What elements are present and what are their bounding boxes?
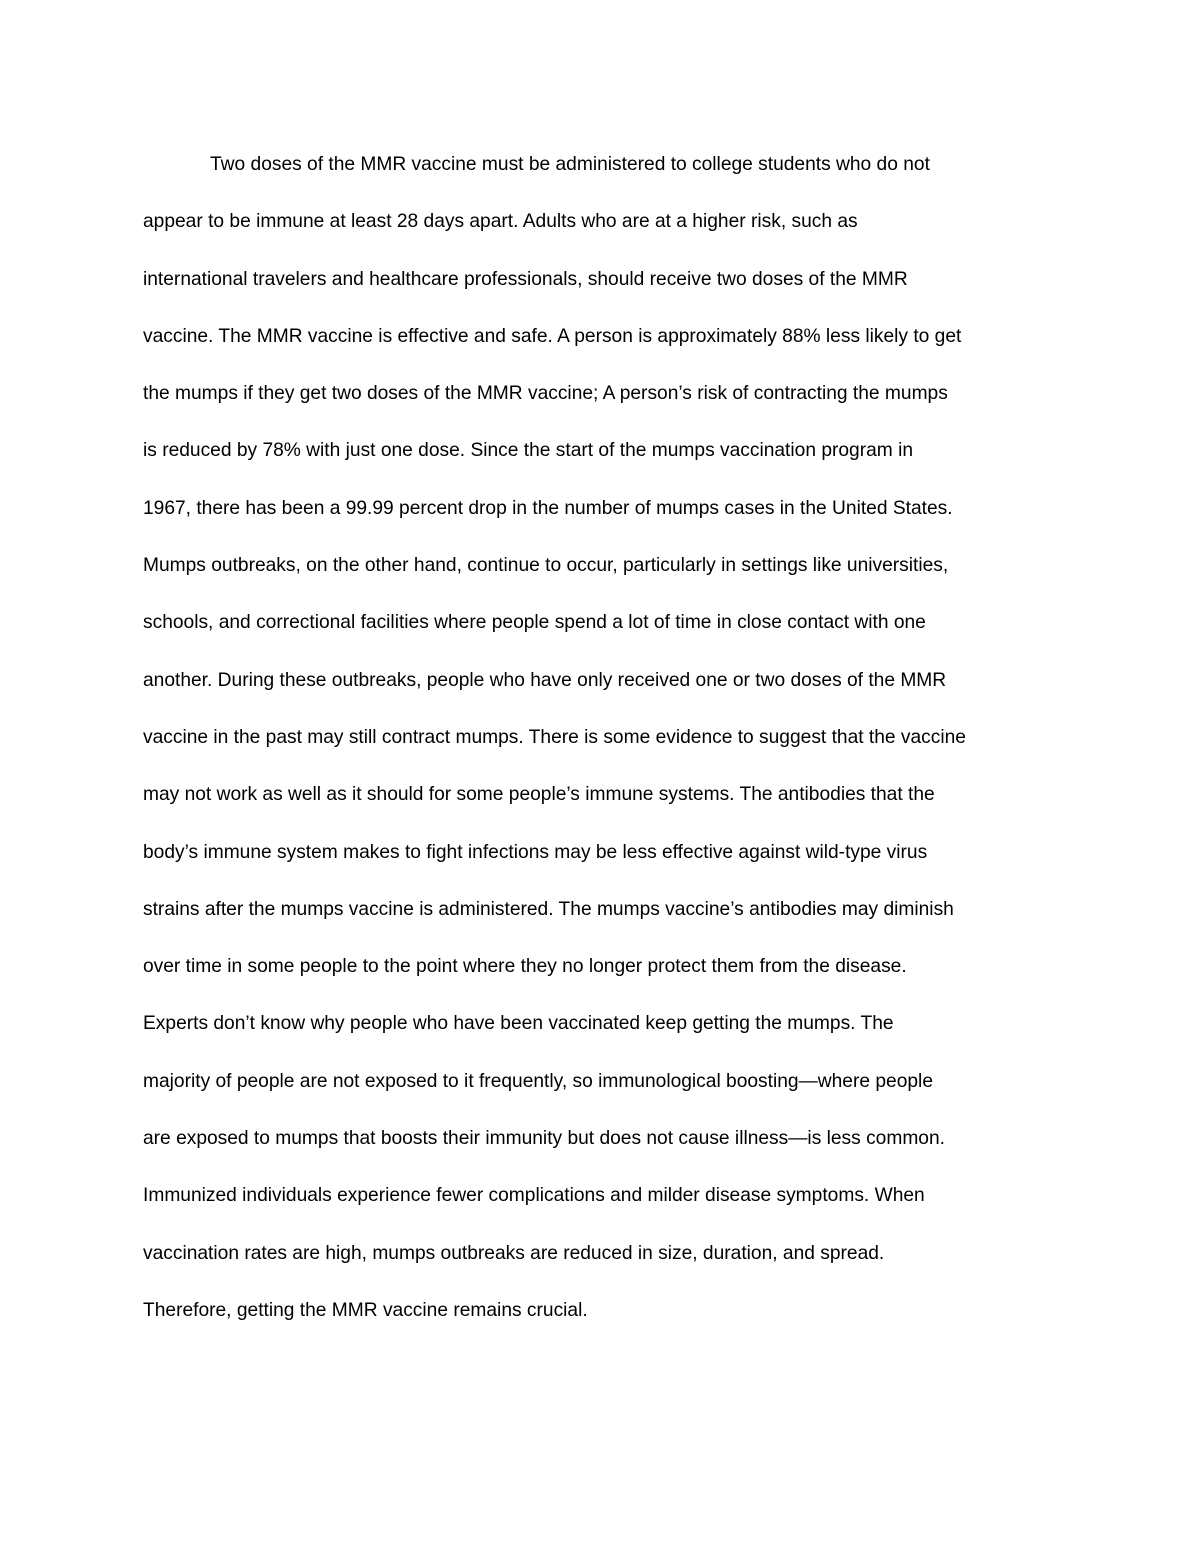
paragraph-line: strains after the mumps vaccine is administered. The mumps vaccine’s antibodies may diminish — [143, 898, 954, 920]
paragraph-line: Mumps outbreaks, on the other hand, continue to occur, particularly in settings like universities, — [143, 555, 949, 577]
paragraph-line: Therefore, getting the MMR vaccine remains crucial. — [143, 1299, 588, 1321]
paragraph-line: are exposed to mumps that boosts their immunity but does not cause illness—is less common. — [143, 1128, 945, 1150]
paragraph-line: over time in some people to the point where they no longer protect them from the disease. — [143, 956, 907, 978]
paragraph-line: vaccination rates are high, mumps outbreaks are reduced in size, duration, and spread. — [143, 1242, 885, 1264]
paragraph-line: majority of people are not exposed to it frequently, so immunological boosting—where people — [143, 1070, 933, 1092]
paragraph-line: Experts don’t know why people who have been vaccinated keep getting the mumps. The — [143, 1013, 894, 1035]
paragraph-line: another. During these outbreaks, people who have only received one or two doses of the MMR — [143, 669, 947, 691]
paragraph-line: vaccine. The MMR vaccine is effective and safe. A person is approximately 88% less likely to get — [143, 325, 962, 347]
paragraph-line: Two doses of the MMR vaccine must be administered to college students who do not — [210, 154, 930, 175]
paragraph-line: the mumps if they get two doses of the MMR vaccine; A person’s risk of contracting the mumps — [143, 383, 948, 405]
paragraph-line: international travelers and healthcare professionals, should receive two doses of the MMR — [143, 268, 908, 290]
paragraph-line: may not work as well as it should for some people’s immune systems. The antibodies that the — [143, 784, 935, 806]
paragraph-line: 1967, there has been a 99.99 percent drop in the number of mumps cases in the United States. — [143, 497, 953, 519]
body-paragraph — [143, 136, 1083, 1339]
paragraph-line: body’s immune system makes to fight infections may be less effective against wild-type virus — [143, 841, 928, 863]
paragraph-line: schools, and correctional facilities where people spend a lot of time in close contact with one — [143, 612, 926, 634]
paragraph-line: appear to be immune at least 28 days apart. Adults who are at a higher risk, such as — [143, 211, 858, 233]
paragraph-line: vaccine in the past may still contract mumps. There is some evidence to suggest that the vaccine — [143, 726, 966, 748]
paragraph-line: Immunized individuals experience fewer complications and milder disease symptoms. When — [143, 1185, 925, 1207]
paragraph-line: is reduced by 78% with just one dose. Since the start of the mumps vaccination program in — [143, 440, 914, 462]
